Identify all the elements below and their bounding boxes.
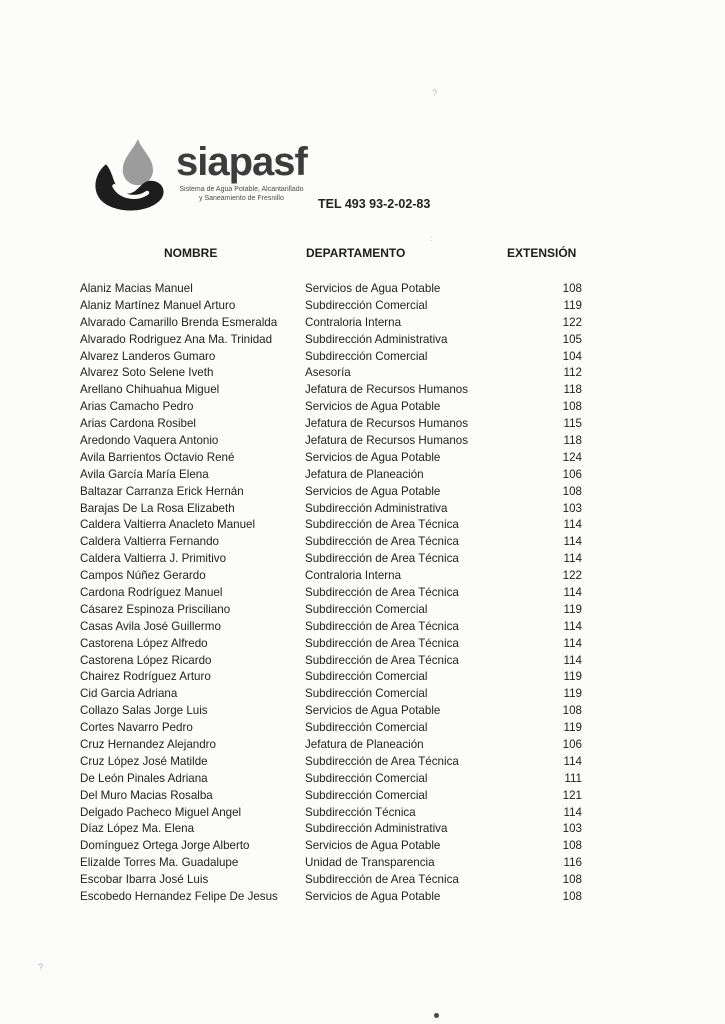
row-extension: 114 <box>563 636 582 650</box>
row-department: Servicios de Agua Potable <box>305 839 441 853</box>
siapasf-logo <box>90 128 307 224</box>
table-row <box>80 381 586 398</box>
row-extension: 103 <box>562 822 582 836</box>
row-name: Alaniz Macias Manuel <box>80 281 193 295</box>
table-row <box>80 668 586 685</box>
row-extension: 115 <box>563 417 582 431</box>
row-extension: 114 <box>563 585 582 599</box>
row-name: Barajas De La Rosa Elizabeth <box>80 501 235 515</box>
row-name: Delgado Pacheco Miguel Angel <box>80 805 242 819</box>
row-department: Subdirección Técnica <box>305 805 416 819</box>
row-name: Alvarez Soto Selene Iveth <box>80 366 214 380</box>
row-department: Subdirección de Area Técnica <box>305 636 459 650</box>
table-row <box>80 364 586 381</box>
row-name: Caldera Valtierra Anacleto Manuel <box>80 518 256 532</box>
row-department: Subdirección de Area Técnica <box>305 619 459 633</box>
row-department: Servicios de Agua Potable <box>305 400 441 414</box>
row-name: Baltazar Carranza Erick Hernán <box>80 484 244 498</box>
row-department: Servicios de Agua Potable <box>305 704 441 718</box>
table-row <box>80 888 586 905</box>
row-name: Arias Cardona Rosibel <box>80 417 196 431</box>
row-department: Servicios de Agua Potable <box>305 450 441 464</box>
column-header-extension: EXTENSIÓN <box>507 246 577 260</box>
logo-text-block <box>176 142 307 204</box>
row-department: Contraloria Interna <box>305 315 402 329</box>
row-department: Subdirección de Area Técnica <box>305 535 459 549</box>
row-extension: 119 <box>563 602 582 616</box>
row-name: Elizalde Torres Ma. Guadalupe <box>80 856 239 870</box>
row-department: Subdirección Comercial <box>305 788 428 802</box>
scan-artifact: : <box>430 233 433 243</box>
row-department: Jefatura de Recursos Humanos <box>305 417 469 431</box>
row-extension: 114 <box>563 535 582 549</box>
row-name: Cid Garcia Adriana <box>80 687 178 701</box>
row-name: Cortes Navarro Pedro <box>80 721 193 735</box>
row-name: Cruz Hernandez Alejandro <box>80 737 216 751</box>
scan-artifact: ? <box>38 962 44 972</box>
table-row <box>80 331 586 348</box>
row-extension: 118 <box>563 433 582 447</box>
table-row <box>80 736 586 753</box>
table-row <box>80 483 586 500</box>
row-extension: 114 <box>563 653 582 667</box>
row-department: Subdirección de Area Técnica <box>305 653 459 667</box>
scan-artifact: ? <box>432 88 438 98</box>
row-department: Unidad de Transparencia <box>305 856 435 870</box>
row-extension: 122 <box>562 315 582 329</box>
table-row <box>80 685 586 702</box>
row-extension: 112 <box>563 366 582 380</box>
row-name: Chairez Rodríguez Arturo <box>80 670 211 684</box>
table-row <box>80 449 586 466</box>
row-department: Subdirección Administrativa <box>305 501 448 515</box>
table-row <box>80 635 586 652</box>
row-department: Subdirección Administrativa <box>305 332 448 346</box>
table-row <box>80 314 586 331</box>
row-name: De León Pinales Adriana <box>80 771 208 785</box>
row-extension: 121 <box>562 788 582 802</box>
table-row <box>80 821 586 838</box>
row-name: Cardona Rodríguez Manuel <box>80 585 223 599</box>
row-name: Alaniz Martínez Manuel Arturo <box>80 298 236 312</box>
row-extension: 108 <box>562 704 582 718</box>
row-extension: 108 <box>562 890 582 903</box>
row-extension: 104 <box>562 349 582 363</box>
row-extension: 116 <box>563 856 582 870</box>
water-drop-icon <box>90 128 174 224</box>
row-department: Subdirección Comercial <box>305 687 428 701</box>
row-name: Caldera Valtierra J. Primitivo <box>80 552 227 566</box>
row-name: Campos Núñez Gerardo <box>80 569 206 583</box>
table-row <box>80 297 586 314</box>
row-extension: 119 <box>563 670 582 684</box>
row-extension: 108 <box>562 484 582 498</box>
table-row <box>80 601 586 618</box>
table-row <box>80 533 586 550</box>
row-department: Subdirección Administrativa <box>305 822 448 836</box>
row-name: Caldera Valtierra Fernando <box>80 535 219 549</box>
column-header-departamento: DEPARTAMENTO <box>306 246 406 260</box>
row-extension: 114 <box>563 754 582 768</box>
table-row <box>80 432 586 449</box>
table-row <box>80 567 586 584</box>
row-department: Asesoría <box>305 366 351 380</box>
row-extension: 103 <box>562 501 582 515</box>
table-row <box>80 516 586 533</box>
logo-tagline <box>176 186 307 204</box>
tagline-line-1: Sistema de Agua Potable, Alcantarillado <box>179 186 304 193</box>
row-extension: 108 <box>562 873 582 887</box>
table-row <box>80 854 586 871</box>
row-department: Subdirección Comercial <box>305 670 428 684</box>
row-name: Díaz López Ma. Elena <box>80 822 195 836</box>
row-extension: 108 <box>562 839 582 853</box>
row-department: Subdirección Comercial <box>305 771 428 785</box>
row-department: Subdirección de Area Técnica <box>305 585 459 599</box>
row-name: Aredondo Vaquera Antonio <box>80 433 219 447</box>
table-row <box>80 787 586 804</box>
tagline-line-2: y Saneamiento de Fresnillo <box>199 194 284 202</box>
row-department: Servicios de Agua Potable <box>305 281 441 295</box>
table-row <box>80 837 586 854</box>
row-extension: 111 <box>564 771 582 785</box>
row-extension: 114 <box>563 805 582 819</box>
column-header-nombre: NOMBRE <box>164 246 218 260</box>
row-name: Casas Avila José Guillermo <box>80 619 221 633</box>
row-department: Subdirección Comercial <box>305 602 428 616</box>
row-name: Del Muro Macias Rosalba <box>80 788 213 802</box>
scan-artifact-dot <box>434 1013 439 1018</box>
table-row <box>80 770 586 787</box>
row-name: Domínguez Ortega Jorge Alberto <box>80 839 250 853</box>
row-name: Escobar Ibarra José Luis <box>80 873 209 887</box>
row-department: Jefatura de Planeación <box>305 467 424 481</box>
table-row <box>80 618 586 635</box>
row-department: Subdirección Comercial <box>305 721 428 735</box>
row-name: Escobedo Hernandez Felipe De Jesus <box>80 890 278 903</box>
row-department: Jefatura de Recursos Humanos <box>305 433 469 447</box>
row-department: Subdirección de Area Técnica <box>305 518 459 532</box>
row-department: Subdirección de Area Técnica <box>305 754 459 768</box>
row-name: Alvarado Rodriguez Ana Ma. Trinidad <box>80 332 273 346</box>
table-row <box>80 415 586 432</box>
row-name: Collazo Salas Jorge Luis <box>80 704 208 718</box>
table-row <box>80 702 586 719</box>
table-row <box>80 753 586 770</box>
row-name: Alvarez Landeros Gumaro <box>80 349 216 363</box>
row-extension: 118 <box>563 383 582 397</box>
row-department: Jefatura de Planeación <box>305 737 424 751</box>
brand-name: siapasf <box>176 140 307 184</box>
row-extension: 105 <box>562 332 582 346</box>
row-extension: 108 <box>562 281 582 295</box>
row-extension: 114 <box>563 619 582 633</box>
row-extension: 119 <box>563 298 582 312</box>
row-extension: 114 <box>563 518 582 532</box>
row-name: Castorena López Ricardo <box>80 653 212 667</box>
row-name: Cásarez Espinoza Prisciliano <box>80 602 231 616</box>
row-extension: 124 <box>562 450 582 464</box>
directory-rows <box>80 280 586 905</box>
table-row <box>80 348 586 365</box>
table-row <box>80 466 586 483</box>
row-extension: 106 <box>562 467 582 481</box>
table-row <box>80 500 586 517</box>
row-name: Avila García María Elena <box>80 467 209 481</box>
row-department: Subdirección de Area Técnica <box>305 873 459 887</box>
table-row <box>80 871 586 888</box>
phone-number: TEL 493 93-2-02-83 <box>318 197 431 211</box>
row-name: Cruz López José Matilde <box>80 754 208 768</box>
table-row <box>80 719 586 736</box>
row-department: Jefatura de Recursos Humanos <box>305 383 469 397</box>
row-department: Subdirección de Area Técnica <box>305 552 459 566</box>
table-row <box>80 804 586 821</box>
row-department: Servicios de Agua Potable <box>305 890 441 903</box>
row-name: Castorena López Alfredo <box>80 636 208 650</box>
row-extension: 106 <box>562 737 582 751</box>
row-department: Subdirección Comercial <box>305 349 428 363</box>
row-extension: 122 <box>562 569 582 583</box>
row-name: Alvarado Camarillo Brenda Esmeralda <box>80 315 278 329</box>
row-extension: 119 <box>563 721 582 735</box>
row-name: Arellano Chihuahua Miguel <box>80 383 220 397</box>
table-row <box>80 550 586 567</box>
table-row <box>80 652 586 669</box>
table-row <box>80 280 586 297</box>
row-extension: 108 <box>562 400 582 414</box>
table-row <box>80 584 586 601</box>
row-name: Avila Barrientos Octavio René <box>80 450 235 464</box>
table-row <box>80 398 586 415</box>
row-department: Contraloria Interna <box>305 569 402 583</box>
row-extension: 119 <box>563 687 582 701</box>
row-department: Subdirección Comercial <box>305 298 428 312</box>
row-department: Servicios de Agua Potable <box>305 484 441 498</box>
row-extension: 114 <box>563 552 582 566</box>
row-name: Arias Camacho Pedro <box>80 400 194 414</box>
